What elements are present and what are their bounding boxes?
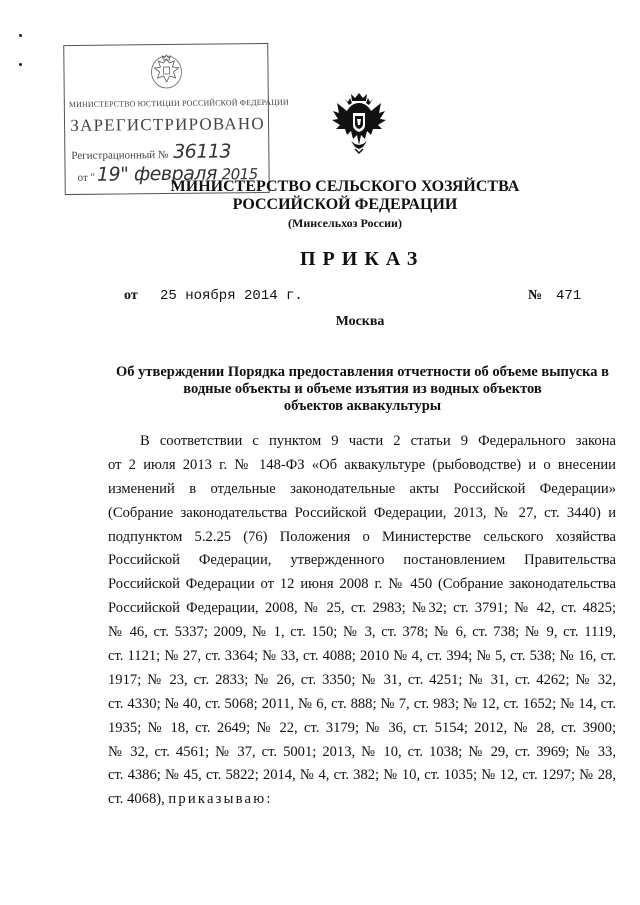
document-type-heading: ПРИКАЗ [300, 248, 425, 270]
title-line: Об утверждении Порядка предоставления отчетности об объеме выпуска в [116, 364, 609, 380]
title-line: объектов аквакультуры [283, 398, 442, 414]
body-line: ст. 4330; № 40, ст. 5068; 2011, № 6, ст. 888; № 7, ст. 983; № 12, ст. 1652; № 14, ст. [108, 695, 616, 712]
body-line: 1917; № 23, ст. 2833; № 26, ст. 3350; № 31, ст. 4251; № 31, ст. 4262; № 32, [108, 671, 616, 688]
body-line: Российской Федерации, утвержденного постановлением Правительства [108, 552, 616, 569]
issue-city: Москва [335, 314, 385, 329]
body-line: подпунктом 5.2.25 (76) Положения о Министерстве сельского хозяйства [108, 528, 616, 545]
scan-dot [19, 34, 22, 37]
body-line: № 46, ст. 5337; 2009, № 1, ст. 150; № 3, ст. 378; № 6, ст. 738; № 9, ст. 1119, [108, 624, 616, 641]
body-line: В соответствии с пунктом 9 части 2 статьи 9 Федерального закона [140, 433, 616, 449]
stamp-reg-number-handwritten: 36113 [173, 140, 232, 163]
body-line: ст. 4386; № 45, ст. 5822; 2014, № 4, ст. 382; № 10, ст. 1035; № 12, ст. 1297; № 28, [108, 767, 616, 784]
ministry-name-line2: РОССИЙСКОЙ ФЕДЕРАЦИИ [232, 196, 458, 213]
body-line: ст. 1121; № 27, ст. 3364; № 33, ст. 4088; 2010 № 4, ст. 394; № 5, ст. 538; № 16, ст. [108, 648, 616, 665]
order-directive: приказываю: [168, 791, 273, 808]
body-line: Российской Федерации, 2008, № 25, ст. 2983; №32; ст. 3791; № 42, ст. 4825; [108, 600, 616, 617]
coat-of-arms-icon [329, 89, 389, 155]
stamp-registration-number [71, 140, 231, 164]
body-line: от 2 июля 2013 г. № 148-ФЗ «Об аквакультуре (рыбоводстве) и о внесении [108, 456, 616, 473]
order-number: 471 [556, 288, 582, 304]
body-line: Российской Федерации от 12 июня 2008 г. № 450 (Собрание законодательства [108, 576, 616, 593]
order-number-label: № [528, 288, 543, 303]
title-line: водные объекты и объеме изъятия из водных объектов [183, 381, 542, 397]
order-date: 25 ноября 2014 г. [160, 288, 303, 304]
stamp-ministry-line: МИНИСТЕРСТВО ЮСТИЦИИ РОССИЙСКОЙ ФЕДЕРАЦИИ [68, 97, 289, 110]
date-from-label: от [124, 288, 138, 303]
stamp-reg-label: Регистрационный № [71, 148, 169, 162]
ministry-short-name: (Минсельхоз России) [288, 216, 402, 230]
stamp-date-prefix: от " [77, 171, 96, 184]
document-title [110, 364, 615, 415]
body-line: (Собрание законодательства Российской Федерации, 2013, № 27, ст. 3440) и [108, 504, 616, 521]
body-line: 1935; № 18, ст. 2649; № 22, ст. 3179; № 36, ст. 5154; 2012, № 28, ст. 3900; [108, 719, 616, 736]
stamp-year-handwritten: 2015 [221, 165, 258, 184]
body-final-line [108, 788, 616, 812]
body-line: изменений в отдельные законодательные акты Российской Федерации» [108, 480, 616, 497]
body-line: № 32, ст. 4561; № 37, ст. 5001; 2013, № 10, ст. 1038; № 29, ст. 3969; № 33, [108, 743, 616, 760]
order-body-text [108, 430, 616, 812]
ministry-name-line1: МИНИСТЕРСТВО СЕЛЬСКОГО ХОЗЯЙСТВА [170, 178, 520, 195]
registration-stamp [63, 43, 289, 195]
stamp-date-handwritten: 19" февраля [96, 162, 217, 186]
stamp-registered-label: ЗАРЕГИСТРИРОВАНО [70, 113, 265, 136]
scan-dot [19, 63, 22, 66]
final-line-start: ст. 4068), [108, 791, 165, 808]
stamp-eagle-emblem-icon [148, 51, 184, 91]
